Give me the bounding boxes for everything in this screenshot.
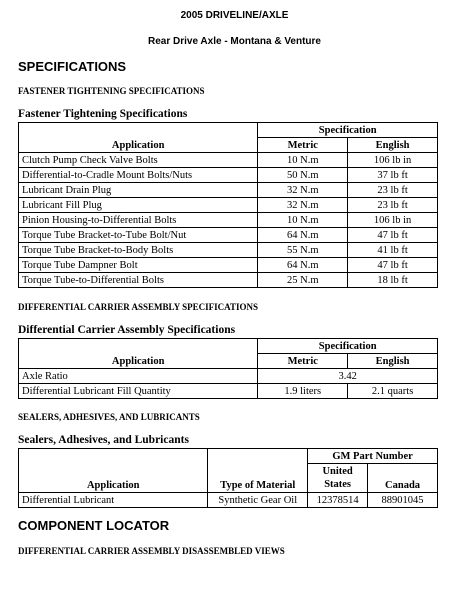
row-english: 37 lb ft bbox=[348, 168, 438, 183]
row-metric: 50 N.m bbox=[258, 168, 348, 183]
table-row bbox=[19, 369, 438, 384]
sealers-row-type: Synthetic Gear Oil bbox=[208, 493, 308, 508]
document-title: 2005 DRIVELINE/AXLE bbox=[180, 10, 289, 21]
row-application: Lubricant Fill Plug bbox=[19, 198, 258, 213]
table-row bbox=[19, 183, 438, 198]
row-english: 41 lb ft bbox=[348, 243, 438, 258]
fill-quantity-label: Differential Lubricant Fill Quantity bbox=[19, 384, 258, 399]
diff-table bbox=[18, 338, 438, 399]
specifications-heading: SPECIFICATIONS bbox=[18, 59, 127, 74]
sealers-col-type: Type of Material bbox=[208, 449, 308, 493]
row-application: Torque Tube Dampner Bolt bbox=[19, 258, 258, 273]
sealers-row-application: Differential Lubricant bbox=[19, 493, 208, 508]
row-english: 23 lb ft bbox=[348, 183, 438, 198]
row-metric: 10 N.m bbox=[258, 213, 348, 228]
component-locator-heading: COMPONENT LOCATOR bbox=[18, 518, 170, 533]
diff-table-title: Differential Carrier Assembly Specifications bbox=[18, 324, 236, 336]
row-application: Clutch Pump Check Valve Bolts bbox=[19, 153, 258, 168]
diff-col-specification: Specification bbox=[258, 339, 438, 354]
fastener-table bbox=[18, 122, 438, 288]
fill-quantity-english: 2.1 quarts bbox=[348, 384, 438, 399]
sealers-section-heading: SEALERS, ADHESIVES, AND LUBRICANTS bbox=[18, 412, 200, 422]
fastener-col-metric: Metric bbox=[258, 138, 348, 153]
sealers-col-canada: Canada bbox=[368, 464, 438, 493]
sealers-table-title: Sealers, Adhesives, and Lubricants bbox=[18, 434, 189, 446]
fastener-table-title: Fastener Tightening Specifications bbox=[18, 108, 188, 120]
document-subtitle: Rear Drive Axle - Montana & Venture bbox=[147, 36, 321, 47]
diff-col-english: English bbox=[348, 354, 438, 369]
row-metric: 64 N.m bbox=[258, 228, 348, 243]
sealers-row-us: 12378514 bbox=[308, 493, 368, 508]
fastener-col-specification: Specification bbox=[258, 123, 438, 138]
diff-section-heading: DIFFERENTIAL CARRIER ASSEMBLY SPECIFICATIONS bbox=[18, 302, 258, 312]
row-metric: 25 N.m bbox=[258, 273, 348, 288]
row-application: Pinion Housing-to-Differential Bolts bbox=[19, 213, 258, 228]
table-row bbox=[19, 198, 438, 213]
row-application: Torque Tube Bracket-to-Body Bolts bbox=[19, 243, 258, 258]
sealers-col-us-line2: States bbox=[324, 479, 352, 490]
sealers-col-us-line1: United bbox=[322, 466, 353, 477]
table-row bbox=[19, 228, 438, 243]
row-english: 47 lb ft bbox=[348, 258, 438, 273]
disassembled-views-heading: DIFFERENTIAL CARRIER ASSEMBLY DISASSEMBLED VIEWS bbox=[18, 546, 285, 556]
fill-quantity-metric: 1.9 liters bbox=[258, 384, 348, 399]
fastener-col-application: Application bbox=[19, 123, 258, 153]
row-english: 23 lb ft bbox=[348, 198, 438, 213]
table-row bbox=[19, 493, 438, 508]
row-application: Differential-to-Cradle Mount Bolts/Nuts bbox=[19, 168, 258, 183]
fastener-section-heading: FASTENER TIGHTENING SPECIFICATIONS bbox=[18, 86, 205, 96]
sealers-col-united-states bbox=[308, 464, 368, 493]
table-row bbox=[19, 258, 438, 273]
fastener-col-english: English bbox=[348, 138, 438, 153]
diff-col-application: Application bbox=[19, 339, 258, 369]
row-application: Torque Tube Bracket-to-Tube Bolt/Nut bbox=[19, 228, 258, 243]
table-row bbox=[19, 273, 438, 288]
table-row bbox=[19, 153, 438, 168]
row-english: 18 lb ft bbox=[348, 273, 438, 288]
diff-col-metric: Metric bbox=[258, 354, 348, 369]
row-metric: 64 N.m bbox=[258, 258, 348, 273]
table-row bbox=[19, 213, 438, 228]
row-english: 106 lb in bbox=[348, 213, 438, 228]
row-application: Torque Tube-to-Differential Bolts bbox=[19, 273, 258, 288]
sealers-table bbox=[18, 448, 438, 508]
axle-ratio-label: Axle Ratio bbox=[19, 369, 258, 384]
row-english: 106 lb in bbox=[348, 153, 438, 168]
row-metric: 32 N.m bbox=[258, 198, 348, 213]
sealers-col-gm-part-number: GM Part Number bbox=[308, 449, 438, 464]
table-row bbox=[19, 384, 438, 399]
row-application: Lubricant Drain Plug bbox=[19, 183, 258, 198]
table-row bbox=[19, 243, 438, 258]
row-metric: 32 N.m bbox=[258, 183, 348, 198]
sealers-row-canada: 88901045 bbox=[368, 493, 438, 508]
row-metric: 55 N.m bbox=[258, 243, 348, 258]
axle-ratio-value: 3.42 bbox=[258, 369, 438, 384]
sealers-col-application: Application bbox=[19, 449, 208, 493]
row-metric: 10 N.m bbox=[258, 153, 348, 168]
row-english: 47 lb ft bbox=[348, 228, 438, 243]
table-row bbox=[19, 168, 438, 183]
